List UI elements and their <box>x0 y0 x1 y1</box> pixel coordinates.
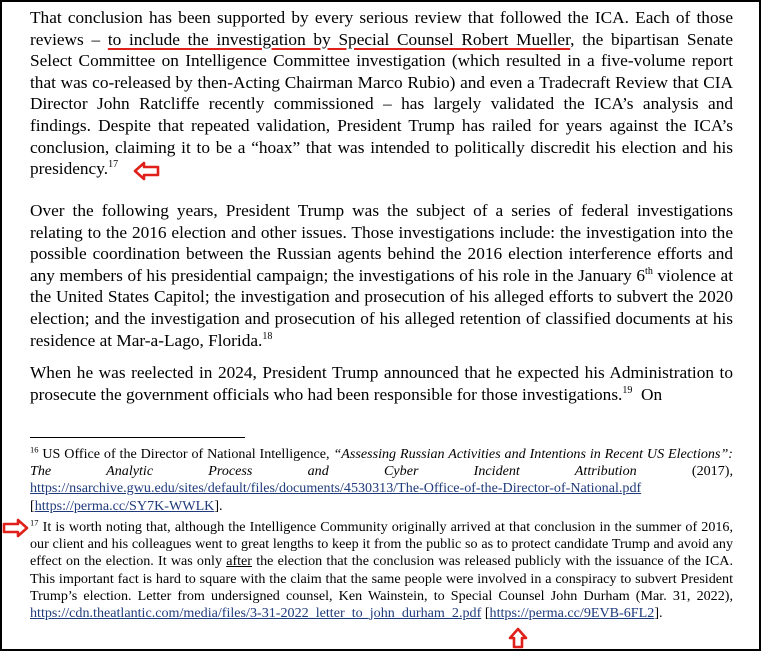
nsarchive-link[interactable]: https://nsarchive.gwu.edu/sites/default/files/documents/4530313/The-Office-of-the-Director-of-National.pdf <box>30 480 642 497</box>
perma-link[interactable]: https://perma.cc/9EVB-6FL2 <box>489 605 655 622</box>
paragraph-reelection <box>30 362 733 405</box>
paragraph-text: When he was reelected in 2024, President Trump announced that he expected his Administration to prosecute the government officials who had been responsible for those investigations. <box>30 363 733 404</box>
paragraph-text: violence at the United States Capitol; the investigation and prosecution of his alleged efforts to subvert the 2020 election; and the investigation and prosecution of his alleged retention of classified documents at his residence at Mar-a-Lago, Florida. <box>30 265 733 350</box>
footnote-ref-17[interactable]: 17 <box>108 159 119 171</box>
arrow-up-icon <box>508 627 528 649</box>
perma-link[interactable]: https://perma.cc/SY7K-WWLK <box>34 497 215 514</box>
footnote-16 <box>30 446 733 515</box>
highlighted-mueller-phrase: to include the investigation by Special Counsel Robert Mueller <box>107 29 571 49</box>
footnote-text: US Office of the Director of National Intelligence, <box>38 446 334 462</box>
paragraph-federal-investigations <box>30 200 733 351</box>
ordinal-suffix: th <box>645 266 653 278</box>
footnote-text: [ <box>30 497 35 514</box>
paragraph-ica-reviews <box>30 7 733 180</box>
report-title: “Assessing Russian Activities and Intentions in Recent US Elections”: The Analytic Process and Cyber Incident Attribution <box>30 446 733 480</box>
paragraph-text: On <box>632 384 663 404</box>
paragraph-text: That conclusion has been supported by every serious review that followed the ICA. Each of those reviews – <box>30 8 733 49</box>
paragraph-text: Over the following years, President Trump was the subject of a series of federal investigations relating to the 2016 election and other issues. Those investigations include: the investigation into the possible coordination between the Russian agents behind the 2016 election interference efforts and any members of his presidential campaign; the investigations of his role in the January 6 <box>30 201 733 285</box>
footnote-text: [ <box>481 605 490 622</box>
footnote-ref-18[interactable]: 18 <box>262 330 273 342</box>
footnote-text: the election that the conclusion was released publicly with the issuance of the ICA. This important fact is hard to square with the claim that the same people were involved in a conspiracy to subvert President Trump’s election. Letter from undersigned counsel, Ken Wainstein, to Special Counsel John Durham (Mar. 31, 2022), <box>30 553 733 604</box>
footnote-number: 17 <box>30 517 39 528</box>
footnote-17 <box>30 519 733 622</box>
emphasized-word: after <box>226 553 253 570</box>
footnote-number: 16 <box>30 444 39 455</box>
footnote-text: (2017), <box>636 463 733 480</box>
arrow-right-icon <box>1 518 29 538</box>
footnote-ref-19[interactable]: 19 <box>622 384 633 396</box>
footnote-text: ]. <box>214 497 223 514</box>
atlantic-letter-link[interactable]: https://cdn.theatlantic.com/media/files/3-31-2022_letter_to_john_durham_2.pdf <box>30 605 482 622</box>
footnote-text: ]. <box>654 605 663 622</box>
arrow-left-icon <box>133 161 161 181</box>
paragraph-text: , the bipartisan Senate Select Committee on Intelligence Committee investigation (which resulted in a five-volume report that was co-released by then-Acting Chairman Marco Rubio) and even a Tradecraft Review that CIA Director John Ratcliffe recently commissioned – has largely validated the ICA’s analysis and findings. Despite that repeated validation, President Trump has railed for years against the ICA’s conclusion, claiming it to be a “hoax” that was intended to politically discredit his election and his presidency. <box>30 29 733 179</box>
footnote-separator <box>30 437 245 438</box>
footnote-text: It is worth noting that, although the Intelligence Community originally arrived at that conclusion in the summer of 2016, our client and his colleagues went to great lengths to keep it from the public so as to protect candidate Trump and avoid any effect on the election. It was only <box>30 519 733 570</box>
